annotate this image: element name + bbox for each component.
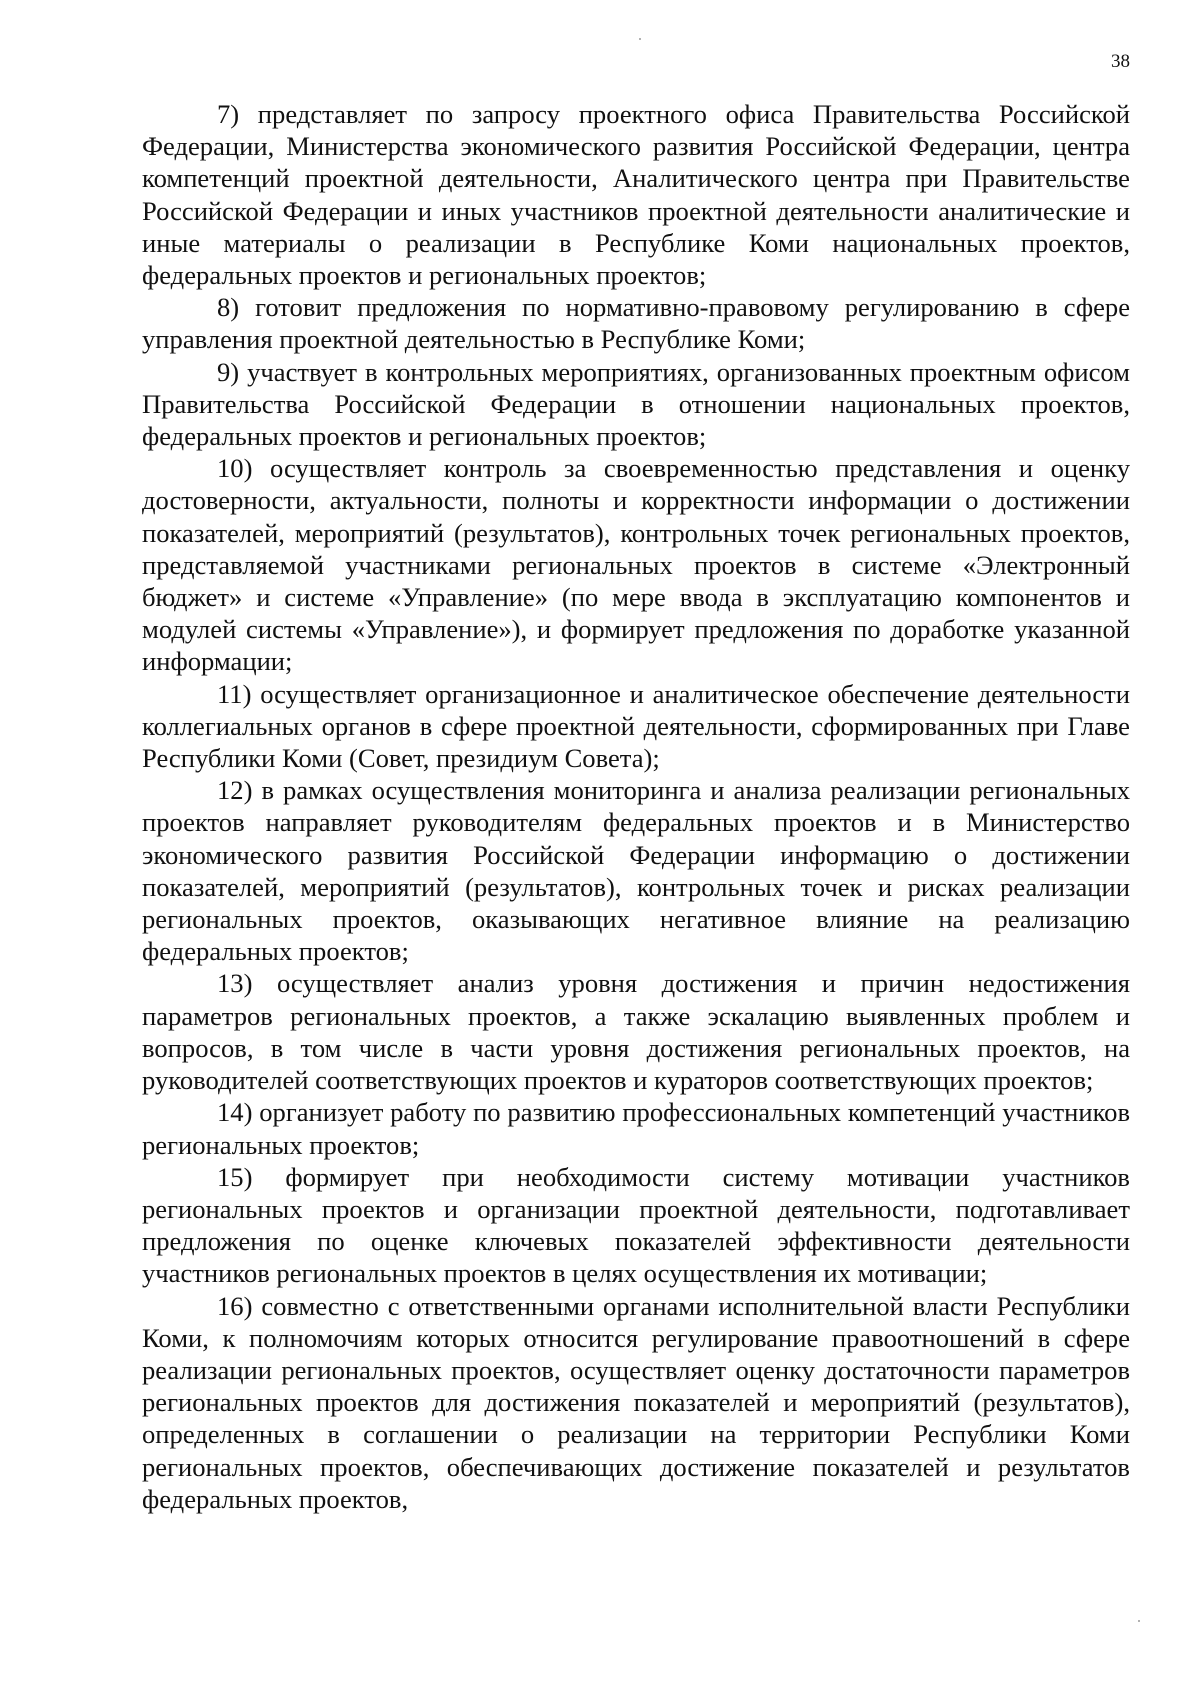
document-body	[142, 98, 1130, 1515]
paragraph-item-8: 8) готовит предложения по нормативно-правовому регулированию в сфере управления проектной деятельностью в Республике Коми;	[142, 292, 1130, 355]
paragraph-item-7: 7) представляет по запросу проектного офиса Правительства Российской Федерации, Министерства экономического развития Российской Федерации, центра компетенций проектной деятельности, Аналитического центра при Правительстве Российской Федерации и иных участников проектной деятельности аналитические и иные материалы о реализации в Республике Коми национальных проектов, федеральных проектов и региональных проектов;	[142, 99, 1130, 291]
paragraph-item-16: 16) совместно с ответственными органами исполнительной власти Республики Коми, к полномочиям которых относится регулирование правоотношений в сфере реализации региональных проектов, осуществляет оценку достаточности параметров региональных проектов для достижения показателей и мероприятий (результатов), определенных в соглашении о реализации на территории Республики Коми региональных проектов, обеспечивающих достижение показателей и результатов федеральных проектов,	[142, 1290, 1130, 1514]
paragraph-item-14: 14) организует работу по развитию профессиональных компетенций участников региональных проектов;	[142, 1097, 1130, 1160]
paragraph-item-11: 11) осуществляет организационное и аналитическое обеспечение деятельности коллегиальных органов в сфере проектной деятельности, сформированных при Главе Республики Коми (Совет, президиум Совета);	[142, 678, 1130, 774]
paragraph-item-10: 10) осуществляет контроль за своевременностью представления и оценку достоверности, актуальности, полноты и корректности информации о достижении показателей, мероприятий (результатов), контрольных точек региональных проектов, представляемой участниками региональных проектов в системе «Электронный бюджет» и системе «Управление» (по мере ввода в эксплуатацию компонентов и модулей системы «Управление»), и формирует предложения по доработке указанной информации;	[142, 453, 1130, 677]
paragraph-item-12: 12) в рамках осуществления мониторинга и анализа реализации региональных проектов направляет руководителям федеральных проектов и в Министерство экономического развития Российской Федерации информацию о достижении показателей, мероприятий (результатов), контрольных точек и рисках реализации региональных проектов, оказывающих негативное влияние на реализацию федеральных проектов;	[142, 775, 1130, 967]
page-number: 38	[1111, 51, 1130, 72]
scan-speck	[639, 38, 641, 40]
paragraph-item-13: 13) осуществляет анализ уровня достижения и причин недостижения параметров региональных проектов, а также эскалацию выявленных проблем и вопросов, в том числе в части уровня достижения региональных проектов, на руководителей соответствующих проектов и кураторов соответствующих проектов;	[142, 968, 1130, 1096]
paragraph-item-15: 15) формирует при необходимости систему мотивации участников региональных проектов и организации проектной деятельности, подготавливает предложения по оценке ключевых показателей эффективности деятельности участников региональных проектов в целях осуществления их мотивации;	[142, 1161, 1130, 1289]
scan-speck	[1138, 1620, 1140, 1622]
paragraph-item-9: 9) участвует в контрольных мероприятиях, организованных проектным офисом Правительства Российской Федерации в отношении национальных проектов, федеральных проектов и региональных проектов;	[142, 356, 1130, 452]
